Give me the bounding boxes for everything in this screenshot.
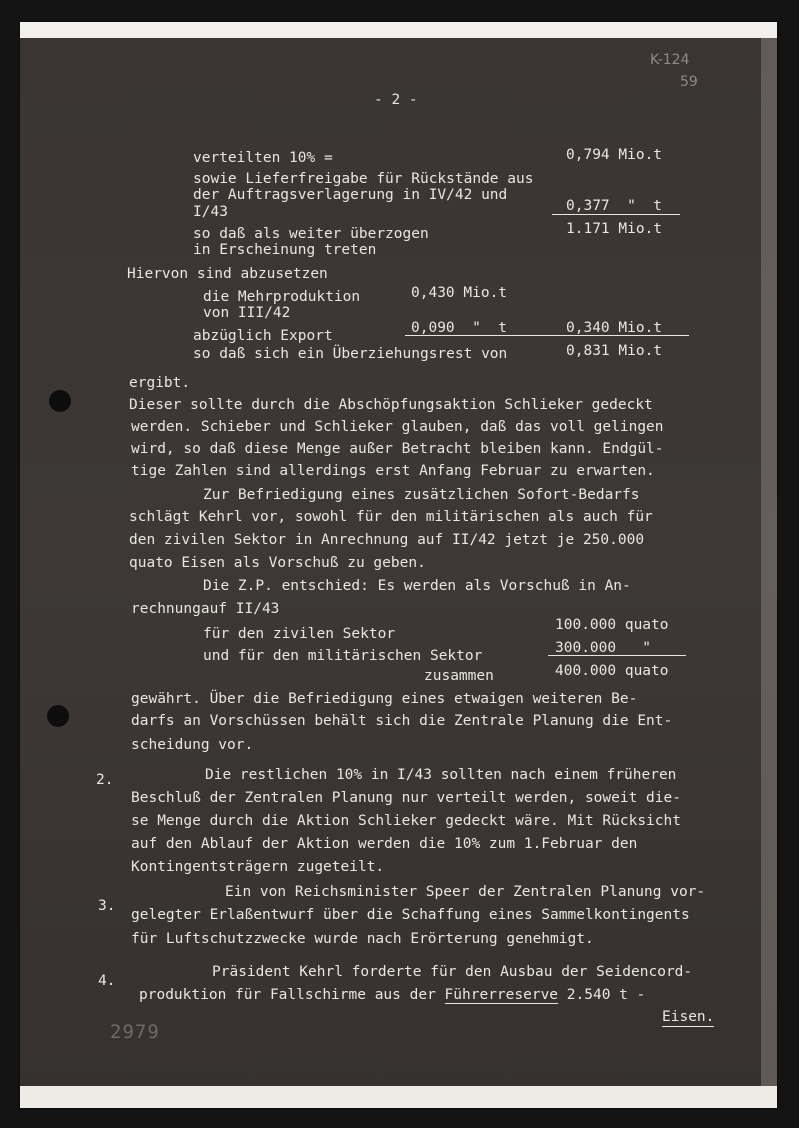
text-line: gewährt. Über die Befriedigung eines etwaigen weiteren Be- [131,691,638,707]
text-line: se Menge durch die Aktion Schlieker gedeckt wäre. Mit Rücksicht [131,813,681,829]
text-line: Hiervon sind abzusetzen [127,266,328,282]
paper-edge-bottom [20,1086,777,1108]
text-line: gelegter Erlaßentwurf über die Schaffung eines Sammelkontingents [131,907,690,923]
text-line: so daß sich ein Überziehungsrest von [193,346,508,362]
amount: 0,090 " t [411,320,508,336]
text-line: Zur Befriedigung eines zusätzlichen Sofort-Bedarfs [203,487,640,503]
text-line: Dieser sollte durch die Abschöpfungsaktion Schlieker gedeckt [129,397,653,413]
text-line: quato Eisen als Vorschuß zu geben. [129,555,426,571]
text-line: so daß als weiter überzogen [193,226,429,242]
text-line: den zivilen Sektor in Anrechnung auf II/42 jetzt je 250.000 [129,532,645,548]
text-line: Kontingentsträgern zugeteilt. [131,859,385,875]
underlined-term: Führerreserve [444,987,559,1003]
text-line: auf den Ablauf der Aktion werden die 10% zum 1.Februar den [131,836,638,852]
amount: 100.000 quato [555,617,669,633]
text-line: in Erscheinung treten [193,242,377,258]
text-line: ergibt. [129,375,191,391]
text-line: für den zivilen Sektor [203,626,396,642]
text-line: von III/42 [203,305,291,321]
paper-edge-top [20,22,777,38]
text-line: darfs an Vorschüssen behält sich die Zentrale Planung die Ent- [131,713,673,729]
sum-rule [552,214,680,215]
text-line: Beschluß der Zentralen Planung nur verteilt werden, soweit die- [131,790,681,806]
text-line: schlägt Kehrl vor, sowohl für den militärischen als auch für [129,509,653,525]
text-line: tige Zahlen sind allerdings erst Anfang Februar zu erwarten. [131,463,655,479]
text-line: zusammen [424,668,494,684]
text-line [139,987,645,1004]
section-number: 3. [98,898,116,914]
sum-rule [405,335,689,336]
amount: 0,340 Mio.t [566,320,663,336]
text-line: Ein von Reichsminister Speer der Zentralen Planung vor- [225,884,706,900]
text-line: Präsident Kehrl forderte für den Ausbau der Seidencord- [212,964,693,980]
section-number: 4. [98,973,116,989]
amount: 1.171 Mio.t [566,221,663,237]
text-line: der Auftragsverlagerung in IV/42 und [193,187,508,203]
paper-edge-right [761,38,777,1086]
text-line: die Mehrproduktion [203,289,361,305]
section-number: 2. [96,772,114,788]
archive-mark: K-124 [650,52,690,68]
amount: 0,430 Mio.t [411,285,508,301]
amount: 300.000 " [555,640,652,656]
archive-mark-number: 59 [680,74,698,90]
text-line: I/43 [193,204,228,220]
text-line: und für den militärischen Sektor [203,648,483,664]
archive-stamp: 2979 [110,1021,160,1043]
text-line: rechnungauf II/43 [131,601,280,617]
text-segment: 2.540 t - [558,987,646,1003]
text-line: verteilten 10% = [193,150,333,166]
text-line: wird, so daß diese Menge außer Betracht bleiben kann. Endgül- [131,441,664,457]
text-line: Die restlichen 10% in I/43 sollten nach einem früheren [205,767,677,783]
text-line: werden. Schieber und Schlieker glauben, daß das voll gelingen [131,419,664,435]
text-segment: produktion für Fallschirme aus der [139,987,445,1003]
text-line: Eisen. [662,1009,715,1025]
amount: 0,831 Mio.t [566,343,663,359]
text-line: für Luftschutzzwecke wurde nach Erörterung genehmigt. [131,931,594,947]
amount: 0,377 " t [566,198,663,214]
amount: 400.000 quato [555,663,669,679]
punch-hole-lower [47,705,69,727]
text-line: sowie Lieferfreigabe für Rückstände aus [193,171,534,187]
sum-rule [548,655,686,656]
text-line: Die Z.P. entschied: Es werden als Vorschuß in An- [203,578,631,594]
text-line: abzüglich Export [193,328,333,344]
amount: 0,794 Mio.t [566,147,663,163]
page-number: - 2 - [374,92,418,108]
punch-hole-upper [49,390,71,412]
text-line: scheidung vor. [131,737,254,753]
